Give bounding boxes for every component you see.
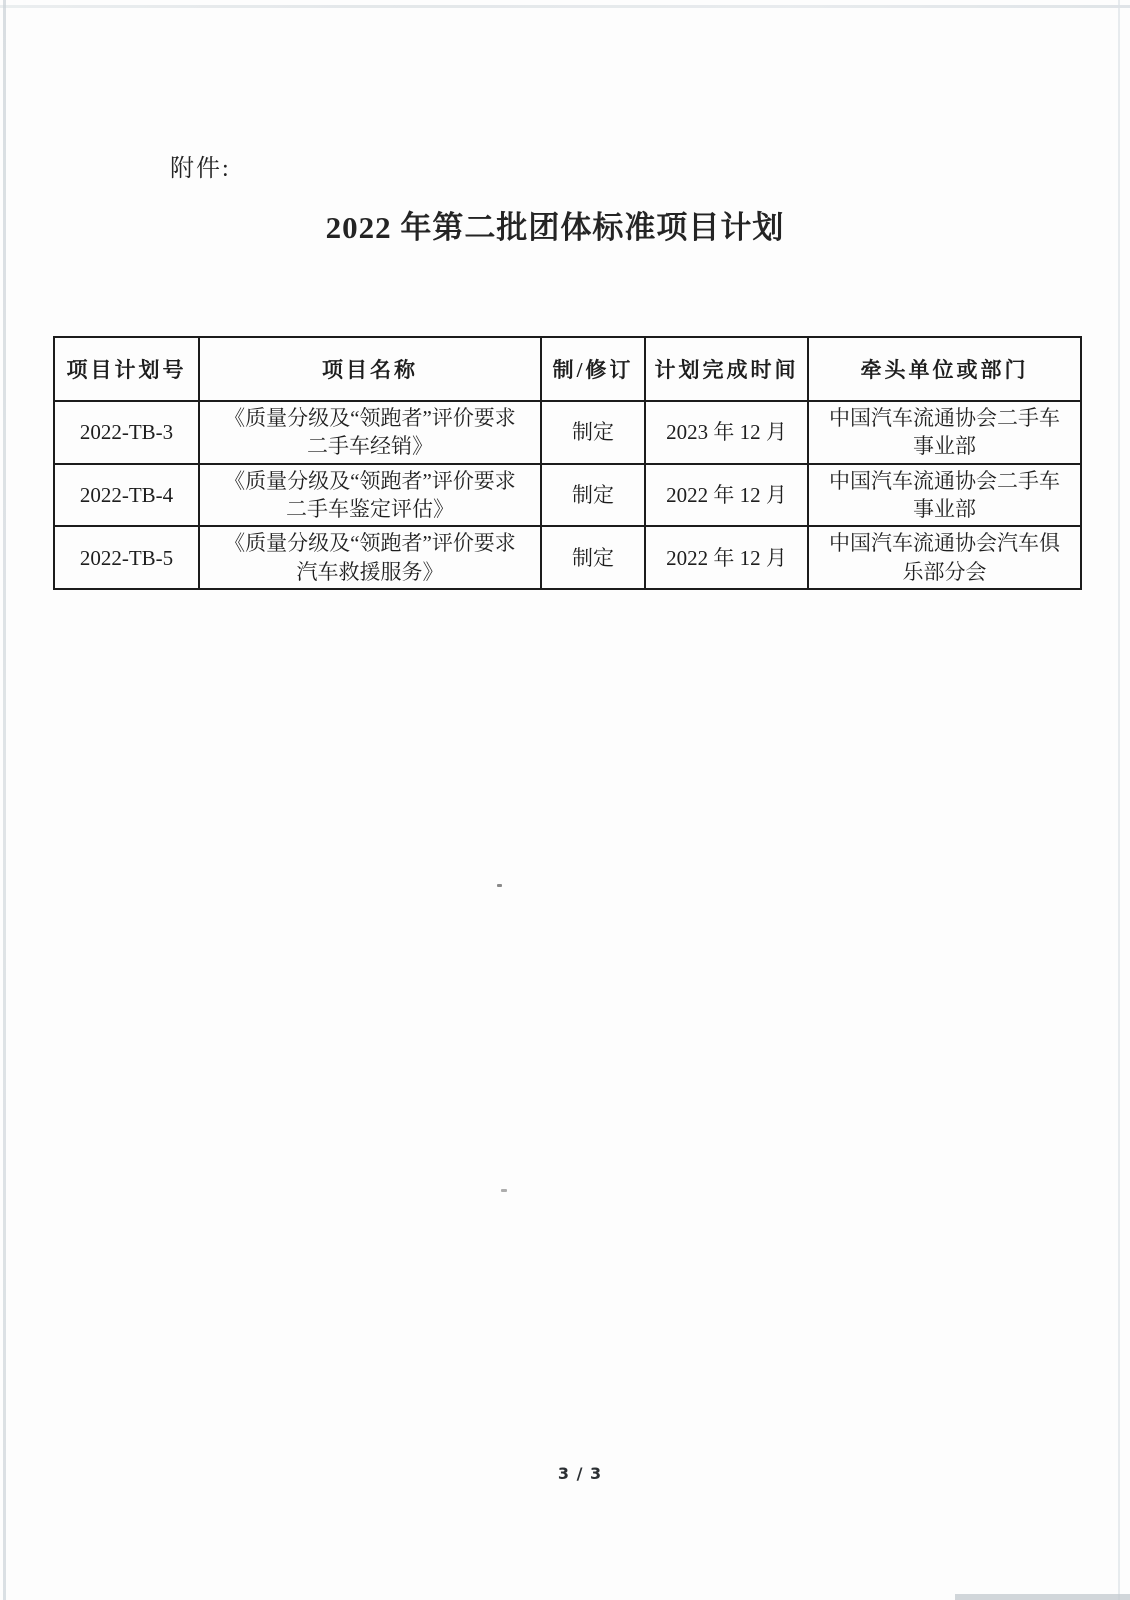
page-number: 3 / 3 <box>557 1464 603 1483</box>
document-title: 2022 年第二批团体标准项目计划 <box>325 210 785 245</box>
col-header-project-name: 项目名称 <box>199 337 541 401</box>
table-header-row <box>54 337 1081 401</box>
cell-lead-unit: 中国汽车流通协会二手车事业部 <box>808 401 1081 464</box>
col-header-formulate-revise: 制/修订 <box>541 337 645 401</box>
standards-plan-table <box>53 336 1082 590</box>
cell-completion-date: 2022 年 12 月 <box>645 526 808 589</box>
cell-completion-date: 2023 年 12 月 <box>645 401 808 464</box>
scan-artifact-bottom-right-corner <box>955 1594 1130 1600</box>
scan-artifact-right-edge <box>1118 0 1120 1600</box>
attachment-label: 附件: <box>170 156 231 182</box>
table-row <box>54 401 1081 464</box>
scan-speck <box>497 884 502 887</box>
cell-plan-no: 2022-TB-3 <box>54 401 199 464</box>
cell-project-name: 《质量分级及“领跑者”评价要求 汽车救援服务》 <box>199 526 541 589</box>
col-header-plan-no: 项目计划号 <box>54 337 199 401</box>
scan-speck <box>501 1189 507 1192</box>
cell-lead-unit: 中国汽车流通协会汽车俱乐部分会 <box>808 526 1081 589</box>
table-row <box>54 526 1081 589</box>
scan-artifact-top-edge <box>0 5 1130 8</box>
cell-plan-no: 2022-TB-4 <box>54 464 199 527</box>
cell-type: 制定 <box>541 526 645 589</box>
cell-completion-date: 2022 年 12 月 <box>645 464 808 527</box>
cell-type: 制定 <box>541 464 645 527</box>
cell-lead-unit: 中国汽车流通协会二手车事业部 <box>808 464 1081 527</box>
cell-plan-no: 2022-TB-5 <box>54 526 199 589</box>
cell-project-name: 《质量分级及“领跑者”评价要求 二手车鉴定评估》 <box>199 464 541 527</box>
col-header-completion-date: 计划完成时间 <box>645 337 808 401</box>
table-row <box>54 464 1081 527</box>
cell-type: 制定 <box>541 401 645 464</box>
cell-project-name: 《质量分级及“领跑者”评价要求 二手车经销》 <box>199 401 541 464</box>
col-header-lead-unit: 牵头单位或部门 <box>808 337 1081 401</box>
